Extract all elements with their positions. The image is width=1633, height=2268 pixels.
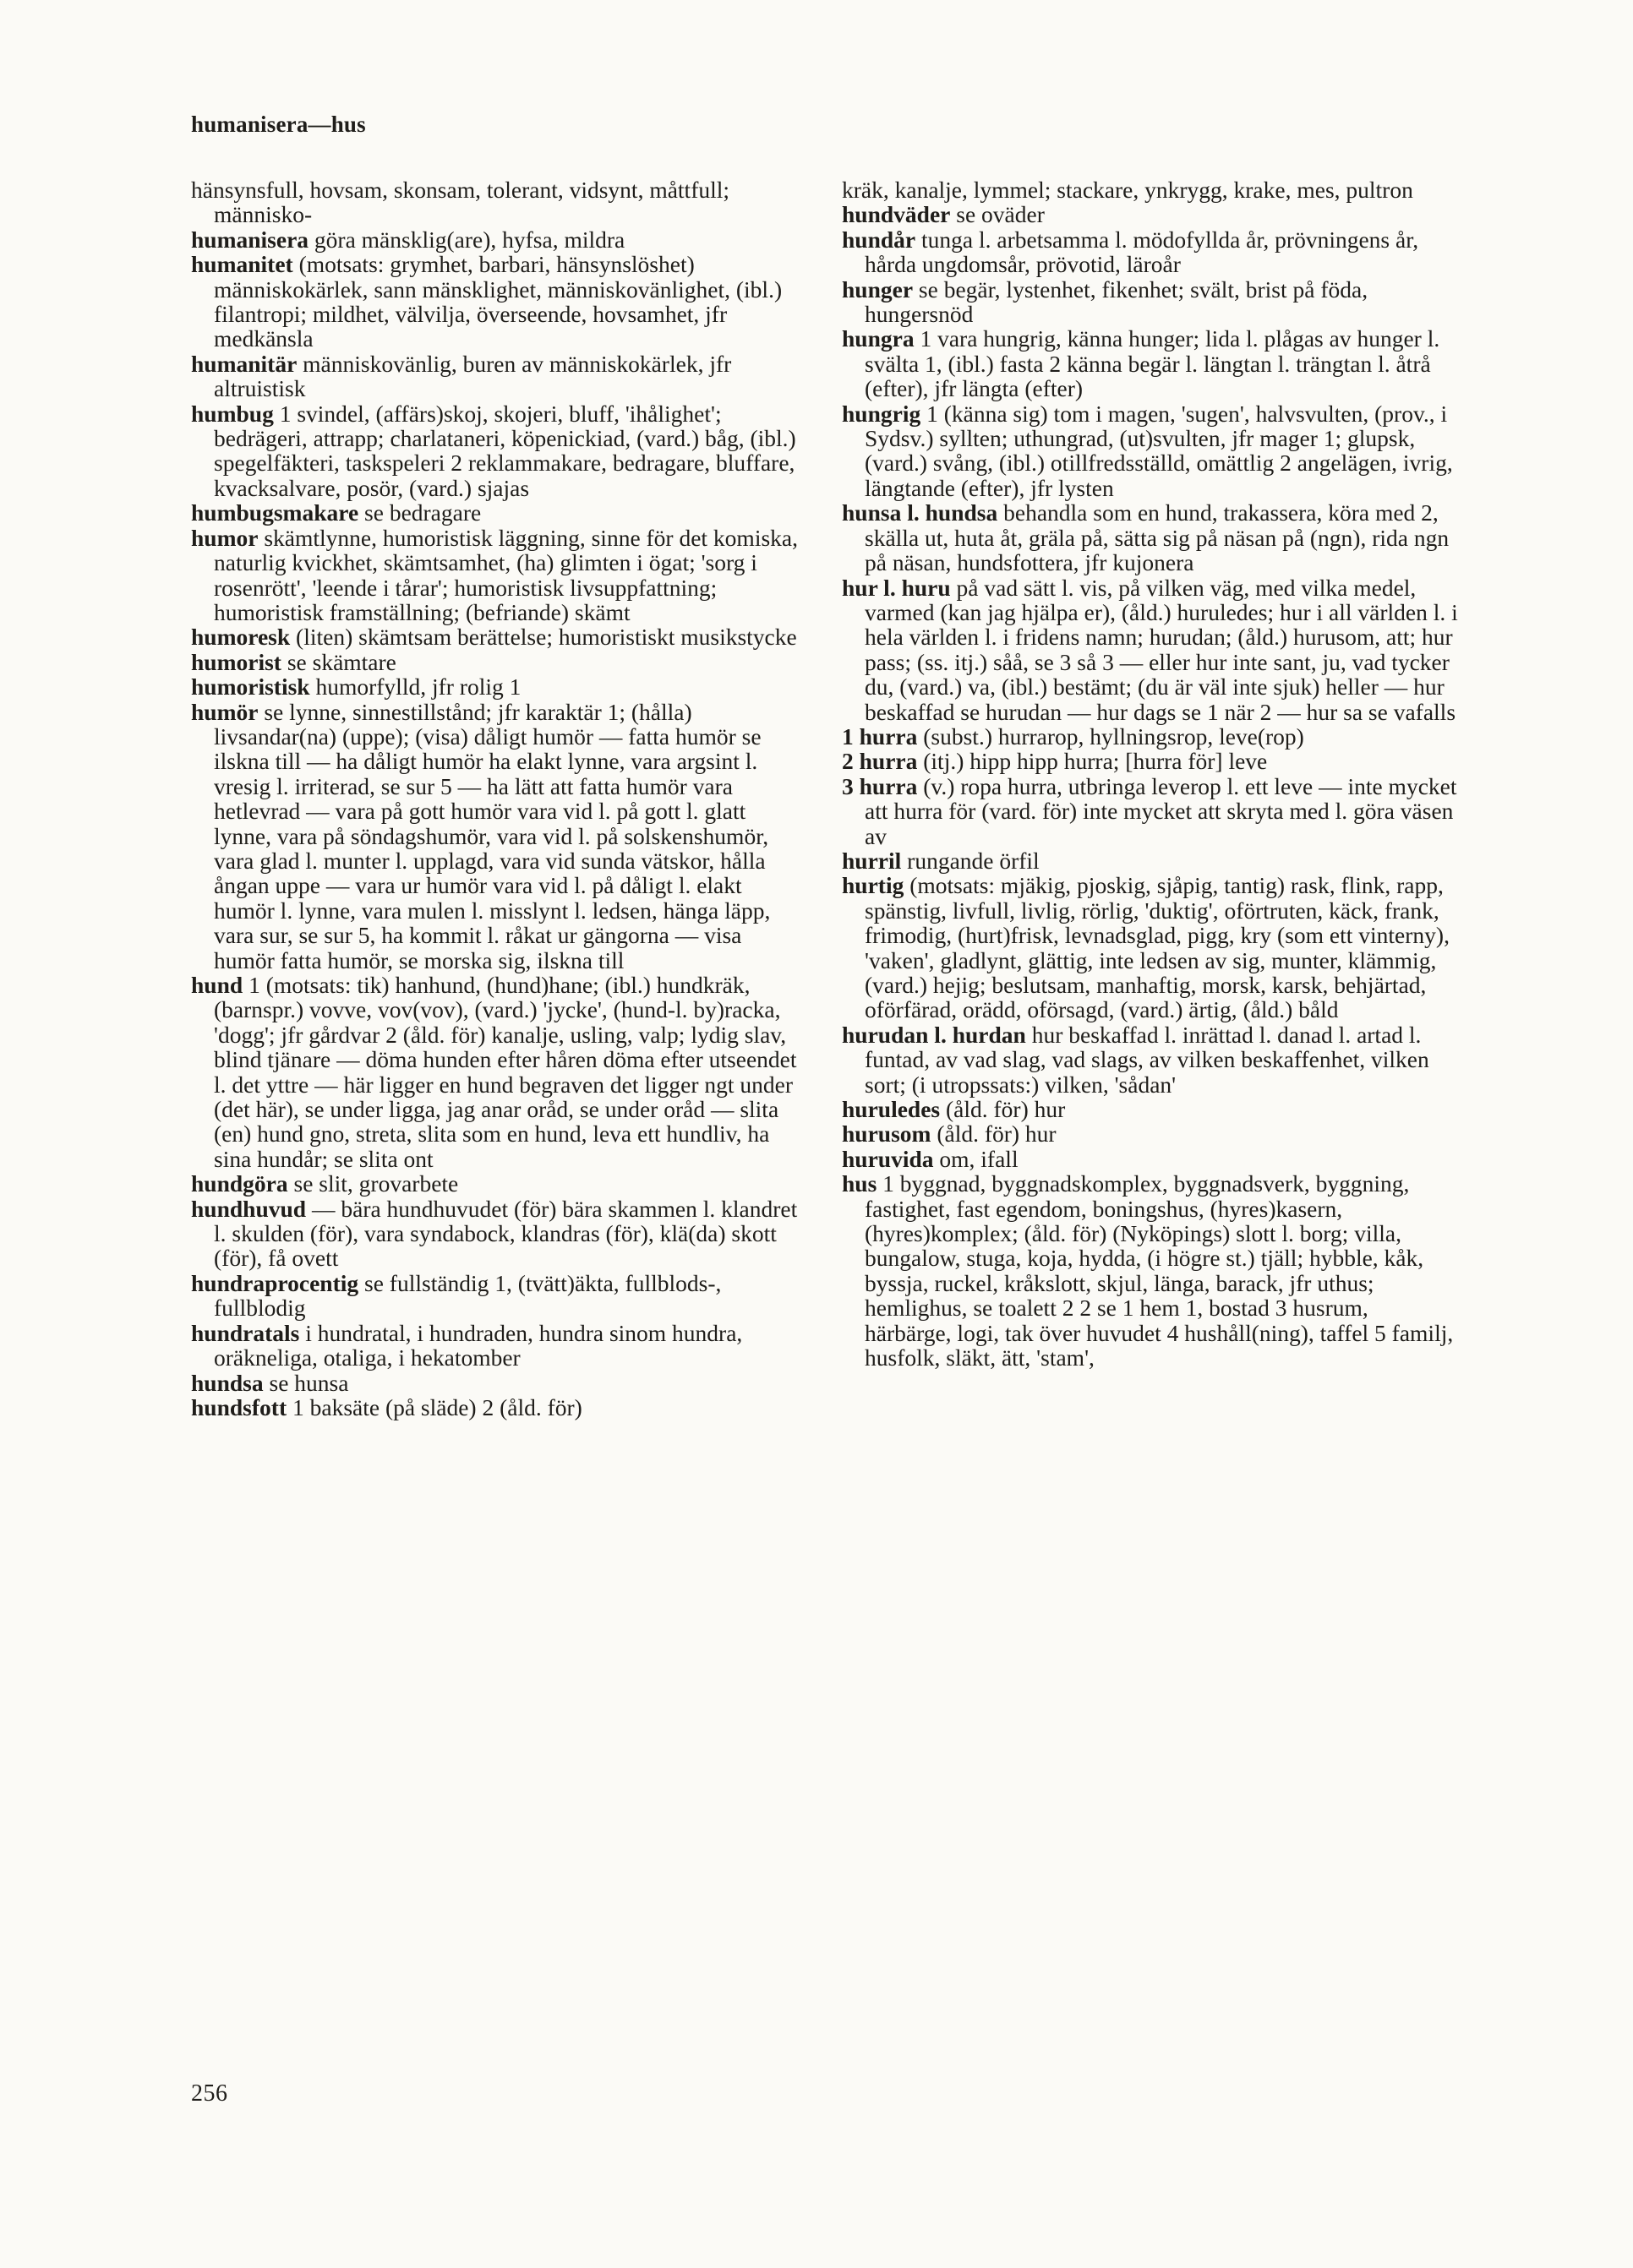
entry-definition: 1 baksäte (på släde) 2 (åld. för) [287,1393,582,1420]
entry-definition: tunga l. arbetsamma l. mödofyllda år, prövningens år, hårda ungdomsår, prövotid, läroår [865,226,1419,278]
entry-headword: humoristisk [191,673,310,701]
entry-headword: humanitär [191,350,298,377]
entry-headword: humanisera [191,226,309,253]
dictionary-entry [842,202,1459,226]
right-column [842,177,1459,1371]
entry-headword: hurril [842,847,902,874]
dictionary-entry [191,1197,808,1271]
entry-definition: se hunsa [263,1369,349,1396]
dictionary-entry [842,227,1459,277]
entry-definition: rungande örfil [901,847,1040,874]
entry-headword: hundhuvud [191,1195,307,1222]
entry-definition: skämtlynne, humoristisk läggning, sinne för det komiska, naturlig kvickhet, skämtsamhet, (ha) glimten i ögat; 'sorg i rosenrött', 'leende i tårar'; humoristisk livsuppfattning; humoristisk framställning; (befriande) skämt [214,524,798,625]
page-number: 256 [191,2080,228,2107]
entry-headword: humbugsmakare [191,499,359,526]
entry-definition: se skämtare [281,648,396,675]
dictionary-entry [191,624,808,649]
entry-headword: hundår [842,226,916,253]
dictionary-entry [842,873,1459,1022]
dictionary-entry [842,774,1459,848]
entry-definition: göra mänsklig(are), hyfsa, mildra [309,226,625,253]
entry-headword: hurudan l. hurdan [842,1021,1026,1048]
dictionary-entry [191,1395,808,1420]
entry-headword: humanitet [191,251,293,278]
entry-definition: (subst.) hurrarop, hyllningsrop, leve(rop) [917,722,1304,750]
entry-definition: i hundratal, i hundraden, hundra sinom hundra, oräkneliga, otaliga, i hekatomber [214,1319,743,1371]
entry-definition: se fullständig 1, (tvätt)äkta, fullblods-, fullblodig [214,1269,722,1322]
dictionary-entry [842,1147,1459,1171]
entry-headword: hundsa [191,1369,264,1396]
entry-definition: (liten) skämtsam berättelse; humoristiskt musikstycke [290,624,797,651]
entry-definition: se slit, grovarbete [287,1170,459,1197]
entry-headword: humbug [191,400,274,427]
dictionary-entry [191,1371,808,1395]
entry-headword: humoresk [191,624,291,651]
entry-headword: hunger [842,275,914,303]
running-head: humanisera—hus [191,112,366,137]
left-column [191,177,808,1420]
dictionary-entry [191,973,808,1171]
entry-definition: hänsynsfull, hovsam, skonsam, tolerant, vidsynt, måttfull; människo- [191,177,730,228]
dictionary-entry [191,500,808,525]
entry-definition: (itj.) hipp hipp hurra; [hurra för] leve [917,748,1268,775]
entry-definition: hur beskaffad l. inrättad l. danad l. artad l. funtad, av vad slag, vad slags, av vilken beskaffenhet, vilken sort; (i utropssats:) vilken, 'sådan' [865,1021,1429,1098]
entry-headword: hundratals [191,1319,300,1346]
entry-headword: huruvida [842,1145,934,1172]
dictionary-entry [191,700,808,973]
entry-definition: 1 svindel, (affärs)skoj, skojeri, bluff, 'ihålighet'; bedrägeri, attrapp; charlataneri, köpenickiad, (vard.) båg, (ibl.) spegelfäkteri, taskspeleri 2 reklammakare, bedragare, bluffare, kvacksalvare, posör, (vard.) sjajas [214,400,796,501]
dictionary-entry [191,1271,808,1321]
entry-definition: 1 vara hungrig, känna hunger; lida l. plågas av hunger l. svälta 1, (ibl.) fasta 2 känna begär l. längtan l. trängtan l. åtrå (efter), jfr längta (efter) [865,325,1440,402]
entry-headword: hund [191,972,243,998]
entry-definition: (motsats: grymhet, barbari, hänsynslöshet) människokärlek, sann mänsklighet, människovänlighet, (ibl.) filantropi; mildhet, välvilja, överseende, hovsamhet, jfr medkänsla [214,251,783,352]
entry-headword: hundraprocentig [191,1269,359,1296]
entry-headword: hur l. huru [842,574,951,601]
entry-headword: hurtig [842,872,904,899]
dictionary-entry [191,650,808,674]
dictionary-entry [842,848,1459,873]
entry-definition: (motsats: mjäkig, pjoskig, sjåpig, tantig) rask, flink, rapp, spänstig, livfull, livlig, rörlig, 'duktig', oförtruten, käck, frank, frimodig, (hurt)frisk, levnadsglad, pigg, kry (som ett vinterny), 'vaken', gladlynt, glättig, inte ledsen av sig, munter, klämmig, (vard.) hejig; beslutsam, manhaftig, morsk, karsk, behjärtad, oförfärad, orädd, oförsagd, (vard.) ärtig, (åld.) båld [865,872,1450,1023]
dictionary-entry [842,1121,1459,1146]
dictionary-entry [842,500,1459,575]
dictionary-entry [191,177,808,227]
entry-headword: hungra [842,325,915,352]
dictionary-entry [842,749,1459,773]
entry-definition: se begär, lystenhet, fikenhet; svält, brist på föda, hungersnöd [865,275,1368,328]
entry-definition: kräk, kanalje, lymmel; stackare, ynkrygg, krake, mes, pultron [842,177,1413,203]
dictionary-entry [842,277,1459,327]
dictionary-entry [842,401,1459,501]
dictionary-entry [842,1097,1459,1121]
entry-definition: humorfylld, jfr rolig 1 [309,673,522,701]
entry-definition: (åld. för) hur [931,1120,1057,1148]
entry-definition: 1 byggnad, byggnadskomplex, byggnadsverk, byggning, fastighet, fast egendom, boningshus, (hyres)kasern, (hyres)komplex; (åld. för) (Nyköpings) slott l. borg; villa, bungalow, stuga, koja, hydda, (i högre st.) tjäll; hybble, kåk, byssja, ruckel, kråkslott, skjul, länga, barack, jfr uthus; hemlighus, se toalett 2 2 se 1 hem 1, bostad 3 husrum, härbärge, logi, tak över huvudet 4 hushåll(ning), taffel 5 familj, husfolk, släkt, ätt, 'stam', [865,1170,1454,1371]
entry-definition: 1 (känna sig) tom i magen, 'sugen', halvsvulten, (prov., i Sydsv.) syllten; uthungrad, (ut)svulten, jfr mager 1; glupsk, (vard.) svång, (ibl.) otillfredsställd, omättlig 2 angelägen, ivrig, längtande (efter), jfr lysten [865,400,1453,501]
dictionary-entry [842,177,1459,202]
entry-headword: hundgöra [191,1170,288,1197]
entry-definition: behandla som en hund, trakassera, köra med 2, skälla ut, huta åt, gräla på, sätta sig på näsan på (ngn), rida ngn på näsan, hundsfottera, jfr kujonera [865,499,1450,576]
dictionary-entry [842,724,1459,749]
entry-headword: 3 hurra [842,772,918,799]
dictionary-entry [191,1171,808,1196]
dictionary-entry [191,674,808,699]
entry-definition: se oväder [950,201,1045,228]
entry-definition: se lynne, sinnestillstånd; jfr karaktär 1; (hålla) livsandar(na) (uppe); (visa) dåligt humör — fatta humör se ilskna till — ha dåligt humör ha elakt lynne, vara argsint l. vresig l. irriterad, se sur 5 — ha lätt att fatta humör vara hetlevrad — vara på gott humör vara vid l. på gott l. glatt lynne, vara på söndagshumör, vara vid l. på solskenshumör, vara glad l. munter l. upplagd, vara vid sunda vätskor, hålla ångan uppe — vara ur humör vara vid l. på dåligt l. elakt humör l. lynne, vara mulen l. misslynt l. ledsen, hänga läpp, vara sur, se sur 5, ha kommit l. råkat ur gängorna — visa humör fatta humör, se morska sig, ilskna till [214,698,771,973]
entry-headword: 1 hurra [842,722,918,750]
entry-definition: se bedragare [358,499,482,526]
dictionary-entry [191,1321,808,1371]
entry-headword: humor [191,524,259,551]
dictionary-entry [191,252,808,352]
dictionary-entry [842,575,1459,724]
entry-definition: — bära hundhuvudet (för) bära skammen l. klandret l. skulden (för), vara syndabock, klandras (för), klä(da) skott (för), få ovett [214,1195,798,1272]
dictionary-entry [842,326,1459,401]
entry-headword: huruledes [842,1096,941,1123]
entry-headword: 2 hurra [842,748,918,775]
dictionary-entry [191,227,808,252]
entry-definition: (åld. för) hur [940,1096,1066,1123]
dictionary-entry [191,352,808,401]
entry-headword: humör [191,698,259,725]
dictionary-entry [191,401,808,501]
entry-definition: (v.) ropa hurra, utbringa leverop l. ett leve — inte mycket att hurra för (vard. för) inte mycket att skryta med l. göra väsen av [865,772,1457,849]
entry-definition: 1 (motsats: tik) hanhund, (hund)hane; (ibl.) hundkräk, (barnspr.) vovve, vov(vov), (vard.) 'jycke', (hund-l. by)racka, 'dogg'; jfr gårdvar 2 (åld. för) kanalje, usling, valp; lydig slav, blind tjänare — döma hunden efter håren döma efter utseendet l. det yttre — här ligger en hund begraven det ligger ngt under (det här), se under ligga, jag anar oråd, se under oråd — slita (en) hund gno, streta, slita som en hund, leva ett hundliv, ha sina hundår; se slita ont [214,972,797,1172]
entry-headword: humorist [191,648,281,675]
entry-definition: om, ifall [933,1145,1019,1172]
entry-definition: människovänlig, buren av människokärlek, jfr altruistisk [214,350,732,402]
entry-headword: hunsa l. hundsa [842,499,998,526]
entry-headword: hundsfott [191,1393,287,1420]
entry-headword: hundväder [842,201,951,228]
dictionary-entry [842,1171,1459,1370]
dictionary-entry [191,526,808,625]
dictionary-entry [842,1022,1459,1097]
entry-headword: hus [842,1170,877,1197]
entry-headword: hurusom [842,1120,931,1148]
entry-headword: hungrig [842,400,921,427]
entry-definition: på vad sätt l. vis, på vilken väg, med vilka medel, varmed (kan jag hjälpa er), (åld.) huruledes; hur i all världen l. i hela världen l. i fridens namn; hurudan; (åld.) hurusom, att; hur pass; (ss. itj.) såå, se 3 så 3 — eller hur inte sant, ju, vad tycker du, (vard.) va, (ibl.) bestämt; (du är väl inte sjuk) heller — hur beskaffad se hurudan — hur dags se 1 när 2 — hur sa se vafalls [865,574,1458,725]
